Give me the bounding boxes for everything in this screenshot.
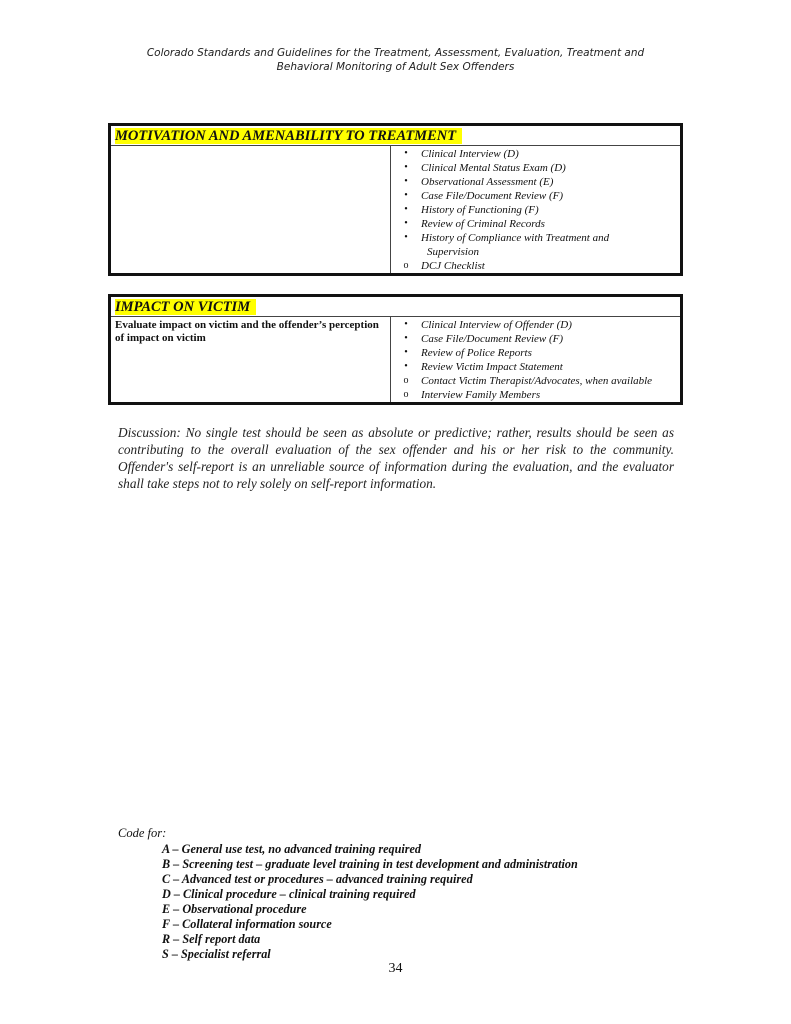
code-legend-list: [162, 842, 578, 962]
bullet-icon: •: [404, 347, 408, 358]
list-item-text: Clinical Interview of Offender (D): [421, 319, 572, 331]
code-legend-label: Code for:: [118, 826, 167, 840]
bullet-icon: •: [404, 218, 408, 229]
victim-section-title: IMPACT ON VICTIM: [115, 299, 256, 315]
list-item-text: Contact Victim Therapist/Advocates, when available: [421, 375, 653, 387]
code-item: A – General use test, no advanced training required: [162, 842, 422, 856]
bullet-icon: •: [404, 232, 408, 243]
bullet-icon: •: [404, 190, 408, 201]
motivation-section-title: MOTIVATION AND AMENABILITY TO TREATMENT: [115, 128, 462, 144]
list-item-text: Clinical Mental Status Exam (D): [421, 162, 566, 174]
header-line-1: Colorado Standards and Guidelines for the Treatment, Assessment, Evaluation, Treatment and: [146, 47, 645, 59]
victim-section-row: [111, 317, 680, 402]
motivation-left-cell: [111, 146, 391, 273]
list-item-text: History of Functioning (F): [421, 204, 539, 216]
bullet-icon: •: [404, 319, 408, 330]
circle-bullet-icon: o: [403, 375, 409, 386]
list-item-text: Clinical Interview (D): [421, 148, 519, 160]
list-item-text: Review Victim Impact Statement: [421, 361, 563, 373]
motivation-item-list: [391, 146, 680, 273]
list-item: [391, 217, 680, 231]
list-item-text: DCJ Checklist: [421, 260, 485, 272]
list-item: [391, 189, 680, 203]
list-item: [391, 231, 680, 259]
code-item: F – Collateral information source: [162, 917, 332, 931]
list-item: [391, 161, 680, 175]
discussion-paragraph: Discussion: No single test should be seen as absolute or predictive; rather, results should be seen as contributing to the overall evaluation of the sex offender and his or her risk to the community. Offender's self-report is an unreliable source of information during the evaluation, and the evaluator shall take steps not to rely solely on self-report information.: [118, 425, 674, 491]
list-item-text: Case File/Document Review (F): [421, 333, 564, 345]
victim-section-table: [108, 294, 683, 405]
bullet-icon: •: [404, 176, 408, 187]
bullet-icon: •: [404, 204, 408, 215]
bullet-icon: •: [404, 333, 408, 344]
list-item: [391, 374, 680, 388]
code-item: B – Screening test – graduate level training in test development and administration: [162, 857, 578, 871]
victim-left-cell: Evaluate impact on victim and the offender’s perception of impact on victim: [111, 317, 391, 402]
list-item: [391, 346, 680, 360]
list-item: [391, 360, 680, 374]
circle-bullet-icon: o: [403, 260, 409, 271]
list-item: [391, 147, 680, 161]
victim-section-title-row: [111, 297, 680, 317]
list-item: [391, 388, 680, 402]
list-item: [391, 259, 680, 273]
list-item-text: Observational Assessment (E): [421, 176, 554, 188]
running-header: [0, 46, 791, 74]
code-item: S – Specialist referral: [162, 947, 271, 961]
code-item: C – Advanced test or procedures – advanced training required: [162, 872, 473, 886]
bullet-icon: •: [404, 361, 408, 372]
code-item: E – Observational procedure: [162, 902, 307, 916]
page-number: 34: [388, 961, 403, 976]
victim-item-list: [391, 317, 680, 402]
bullet-icon: •: [404, 148, 408, 159]
list-item-text: Review of Criminal Records: [421, 218, 545, 230]
list-item: [391, 318, 680, 332]
list-item: [391, 175, 680, 189]
motivation-section-row: [111, 146, 680, 273]
code-item: D – Clinical procedure – clinical training required: [162, 887, 416, 901]
motivation-section-table: [108, 123, 683, 276]
list-item: [391, 203, 680, 217]
list-item-text: Case File/Document Review (F): [421, 190, 564, 202]
circle-bullet-icon: o: [403, 389, 409, 400]
list-item-text: Interview Family Members: [421, 389, 541, 401]
motivation-section-title-row: [111, 126, 680, 146]
code-item: R – Self report data: [162, 932, 261, 946]
list-item-text: History of Compliance with Treatment and: [421, 232, 610, 244]
list-item: [391, 332, 680, 346]
bullet-icon: •: [404, 162, 408, 173]
list-item-text: Review of Police Reports: [421, 347, 532, 359]
list-item-continuation: Supervision: [427, 246, 479, 258]
header-line-2: Behavioral Monitoring of Adult Sex Offenders: [276, 61, 515, 73]
